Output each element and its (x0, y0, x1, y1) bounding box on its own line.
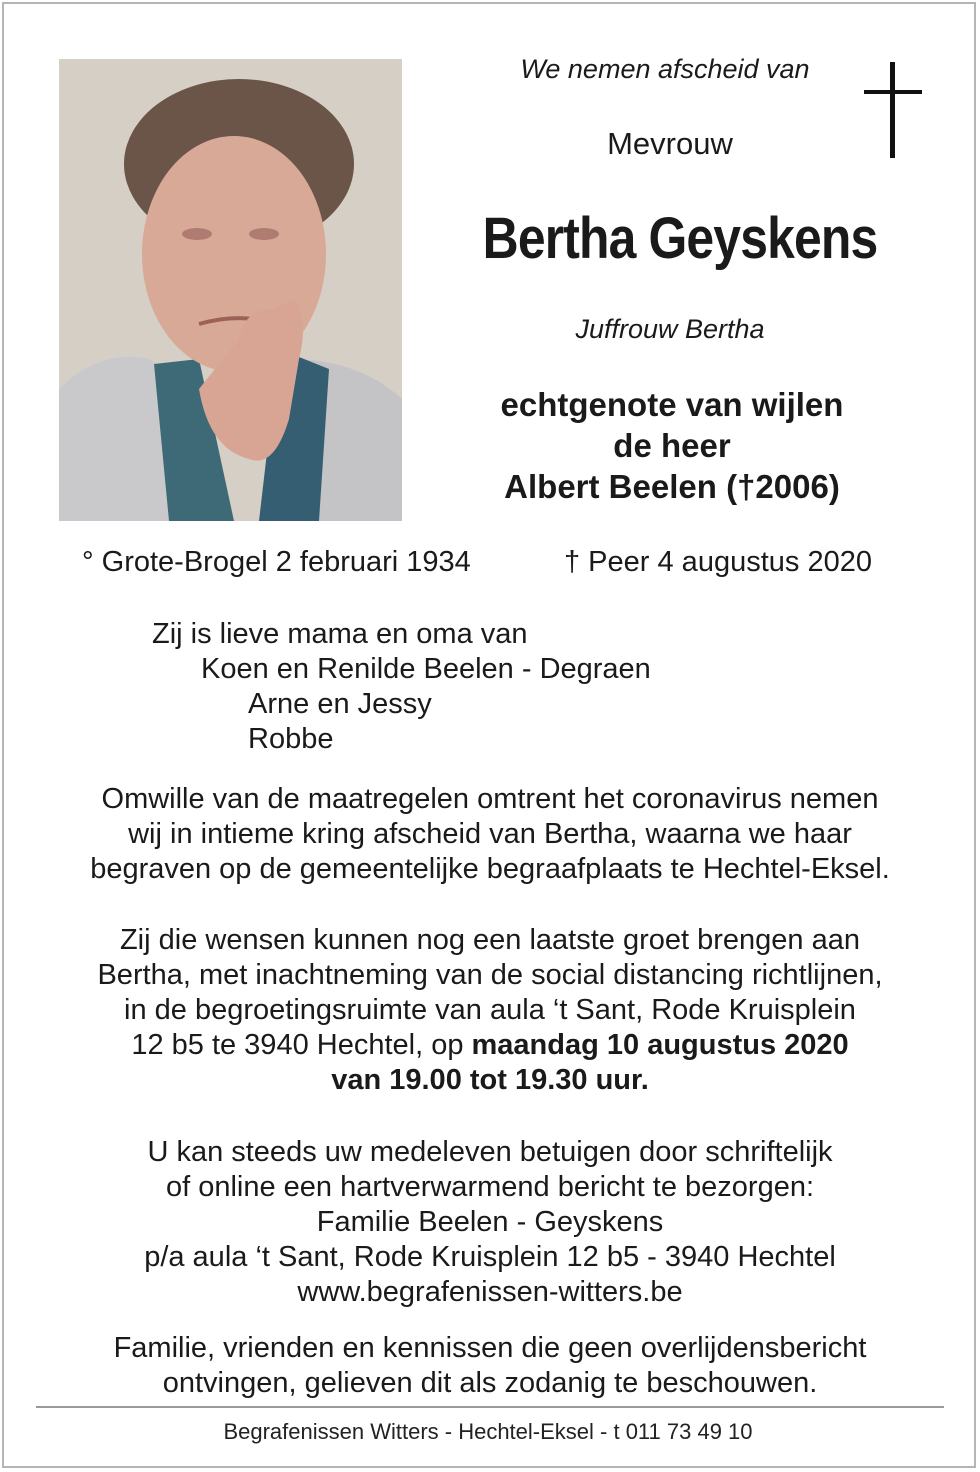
family-address-name: Familie Beelen - Geyskens (316, 1206, 664, 1238)
visitation-time: van 19.00 tot 19.30 uur. (331, 1064, 649, 1096)
paragraph-line: Omwille van de maatregelen omtrent het coronavirus nemen (101, 783, 879, 815)
visitation-location: 12 b5 te 3940 Hechtel, op (131, 1029, 472, 1061)
portrait-photo (59, 59, 402, 521)
paragraph-line: wij in intieme kring afscheid van Bertha, waarna we haar (128, 818, 852, 850)
closing-paragraph (40, 1331, 940, 1401)
nickname: Juffrouw Bertha (575, 314, 765, 344)
paragraph-line: ontvingen, gelieven dit als zodanig te beschouwen. (162, 1367, 818, 1399)
paragraph-line: of online een hartverwarmend bericht te bezorgen: (165, 1171, 815, 1203)
paragraph-line: begraven op de gemeentelijke begraafplaats te Hechtel-Eksel. (90, 853, 890, 885)
family-list (152, 617, 651, 757)
family-address: p/a aula ‘t Sant, Rode Kruisplein 12 b5 - 3940 Hechtel (144, 1241, 836, 1273)
family-member: Robbe (248, 723, 334, 755)
corona-paragraph (40, 782, 940, 887)
paragraph-line: U kan steeds uw medeleven betuigen door schriftelijk (147, 1136, 833, 1168)
birth-date: ° Grote-Brogel 2 februari 1934 (82, 546, 471, 578)
intro-text: We nemen afscheid van (520, 54, 810, 84)
paragraph-line: Zij die wensen kunnen nog een laatste groet brengen aan (119, 924, 861, 956)
paragraph-line (40, 1028, 940, 1063)
visitation-date: maandag 10 augustus 2020 (471, 1029, 849, 1061)
paragraph-line: Bertha, met inachtneming van de social distancing richtlijnen, (97, 959, 883, 991)
spouse-line: echtgenote van wijlen (500, 386, 844, 423)
spouse-line: de heer (613, 427, 731, 464)
family-member: Koen en Renilde Beelen - Degraen (201, 653, 651, 685)
death-date: † Peer 4 augustus 2020 (564, 546, 872, 578)
salutation: Mevrouw (607, 126, 733, 161)
footer-text: Begrafenissen Witters - Hechtel-Eksel - t 011 73 49 10 (223, 1419, 753, 1444)
condolence-paragraph (40, 1135, 940, 1310)
visitation-paragraph (40, 923, 940, 1098)
paragraph-line: in de begroetingsruimte van aula ‘t Sant, Rode Kruisplein (124, 994, 856, 1026)
website-link[interactable]: www.begrafenissen-witters.be (297, 1276, 683, 1308)
spouse-line: Albert Beelen (†2006) (504, 468, 840, 505)
deceased-name: Bertha Geyskens (482, 206, 878, 271)
family-member: Arne en Jessy (248, 688, 432, 720)
paragraph-line (40, 1063, 940, 1098)
footer-divider (36, 1406, 944, 1408)
paragraph-line: Familie, vrienden en kennissen die geen overlijdensbericht (113, 1332, 867, 1364)
family-intro: Zij is lieve mama en oma van (152, 618, 528, 650)
spouse-block (432, 384, 912, 507)
